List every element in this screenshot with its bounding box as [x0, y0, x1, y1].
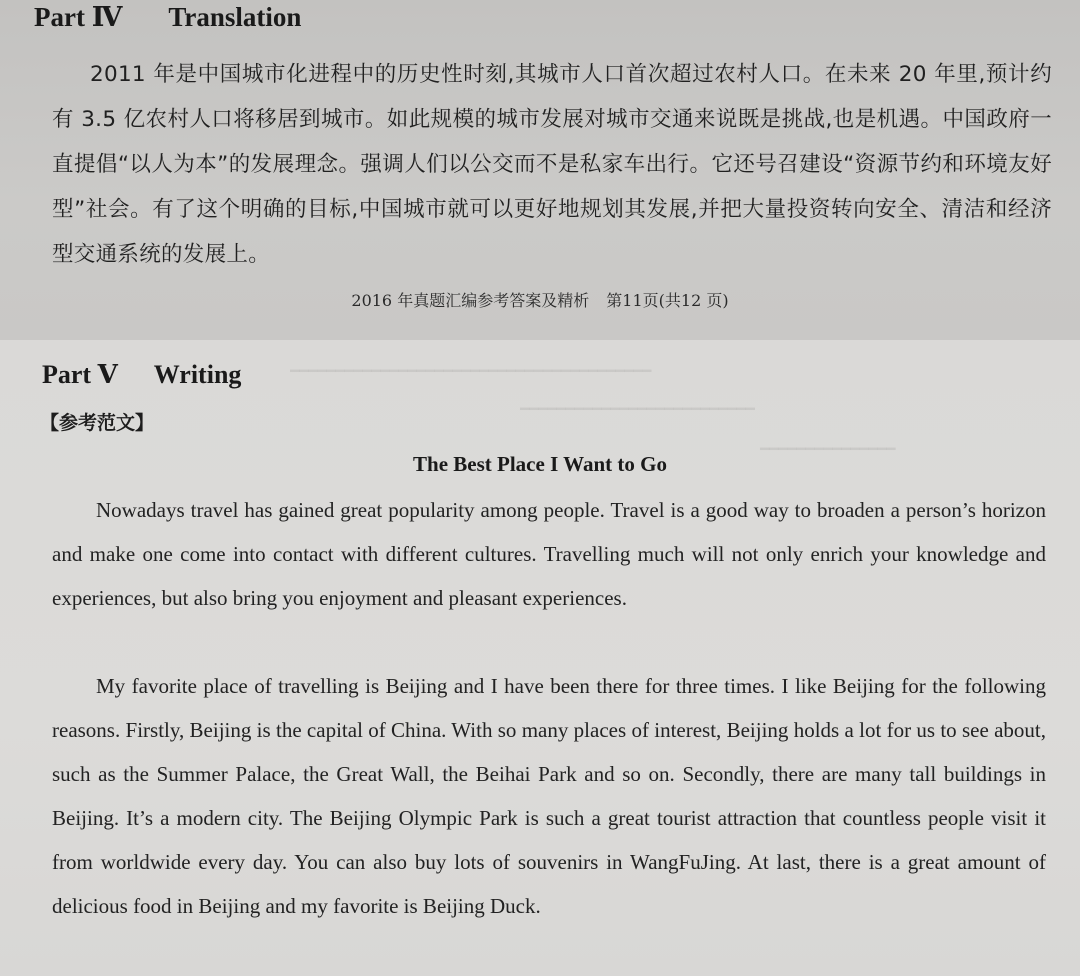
footer-source: 2016 年真题汇编参考答案及精析	[351, 291, 590, 310]
reference-essay-label: 【参考范文】	[40, 412, 155, 434]
previous-page-section	[0, 0, 1080, 340]
footer-page-number: 第11页(共12 页)	[606, 291, 729, 310]
page-footer	[0, 288, 1080, 311]
part-iv-heading	[34, 2, 301, 33]
translation-paragraph: 2011 年是中国城市化进程中的历史性时刻,其城市人口首次超过农村人口。在未来 20 年里,预计约有 3.5 亿农村人口将移居到城市。如此规模的城市发展对城市交通来说既是挑战,也是机遇。中国政府一直提倡“以人为本”的发展理念。强调人们以公交而不是私家车出行。它还号召建设“资源节约和环境友好型”社会。有了这个明确的目标,中国城市就可以更好地规划其发展,并把大量投资转向安全、清洁和经济型交通系统的发展上。	[52, 62, 1052, 267]
essay-title: The Best Place I Want to Go	[413, 452, 667, 476]
show-through-texture: ━━━━━━━━━━━━━━━	[760, 440, 896, 458]
part-iv-title: Translation	[168, 2, 302, 32]
essay-paragraph-1: Nowadays travel has gained great popularity among people. Travel is a good way to broaden a person’s horizon and make one come into contact with different cultures. Travelling much will not only enrich your knowledge and experiences, but also bring you enjoyment and pleasant experiences.	[52, 498, 1046, 610]
part-v-title: Writing	[153, 360, 242, 389]
part-v-number: Part Ⅴ	[42, 360, 118, 389]
part-v-heading	[42, 360, 241, 390]
part-iv-number: Part Ⅳ	[34, 2, 123, 32]
essay-paragraph-2: My favorite place of travelling is Beijing and I have been there for three times. I like Beijing for the following reasons. Firstly, Beijing is the capital of China. With so many places of interest, Beijing holds a lot for us to see about, such as the Summer Palace, the Great Wall, the Beihai Park and so on. Secondly, there are many tall buildings in Beijing. It’s a modern city. The Beijing Olympic Park is such a great tourist attraction that countless people visit it from worldwide every day. You can also buy lots of souvenirs in WangFuJing. At last, there is a great amount of delicious food in Beijing and my favorite is Beijing Duck.	[52, 674, 1046, 918]
show-through-texture: ━━━━━━━━━━━━━━━━━━━━━━━━━━━━━━━━━━━━━━━━	[290, 362, 652, 380]
show-through-texture: ━━━━━━━━━━━━━━━━━━━━━━━━━━	[520, 400, 755, 418]
